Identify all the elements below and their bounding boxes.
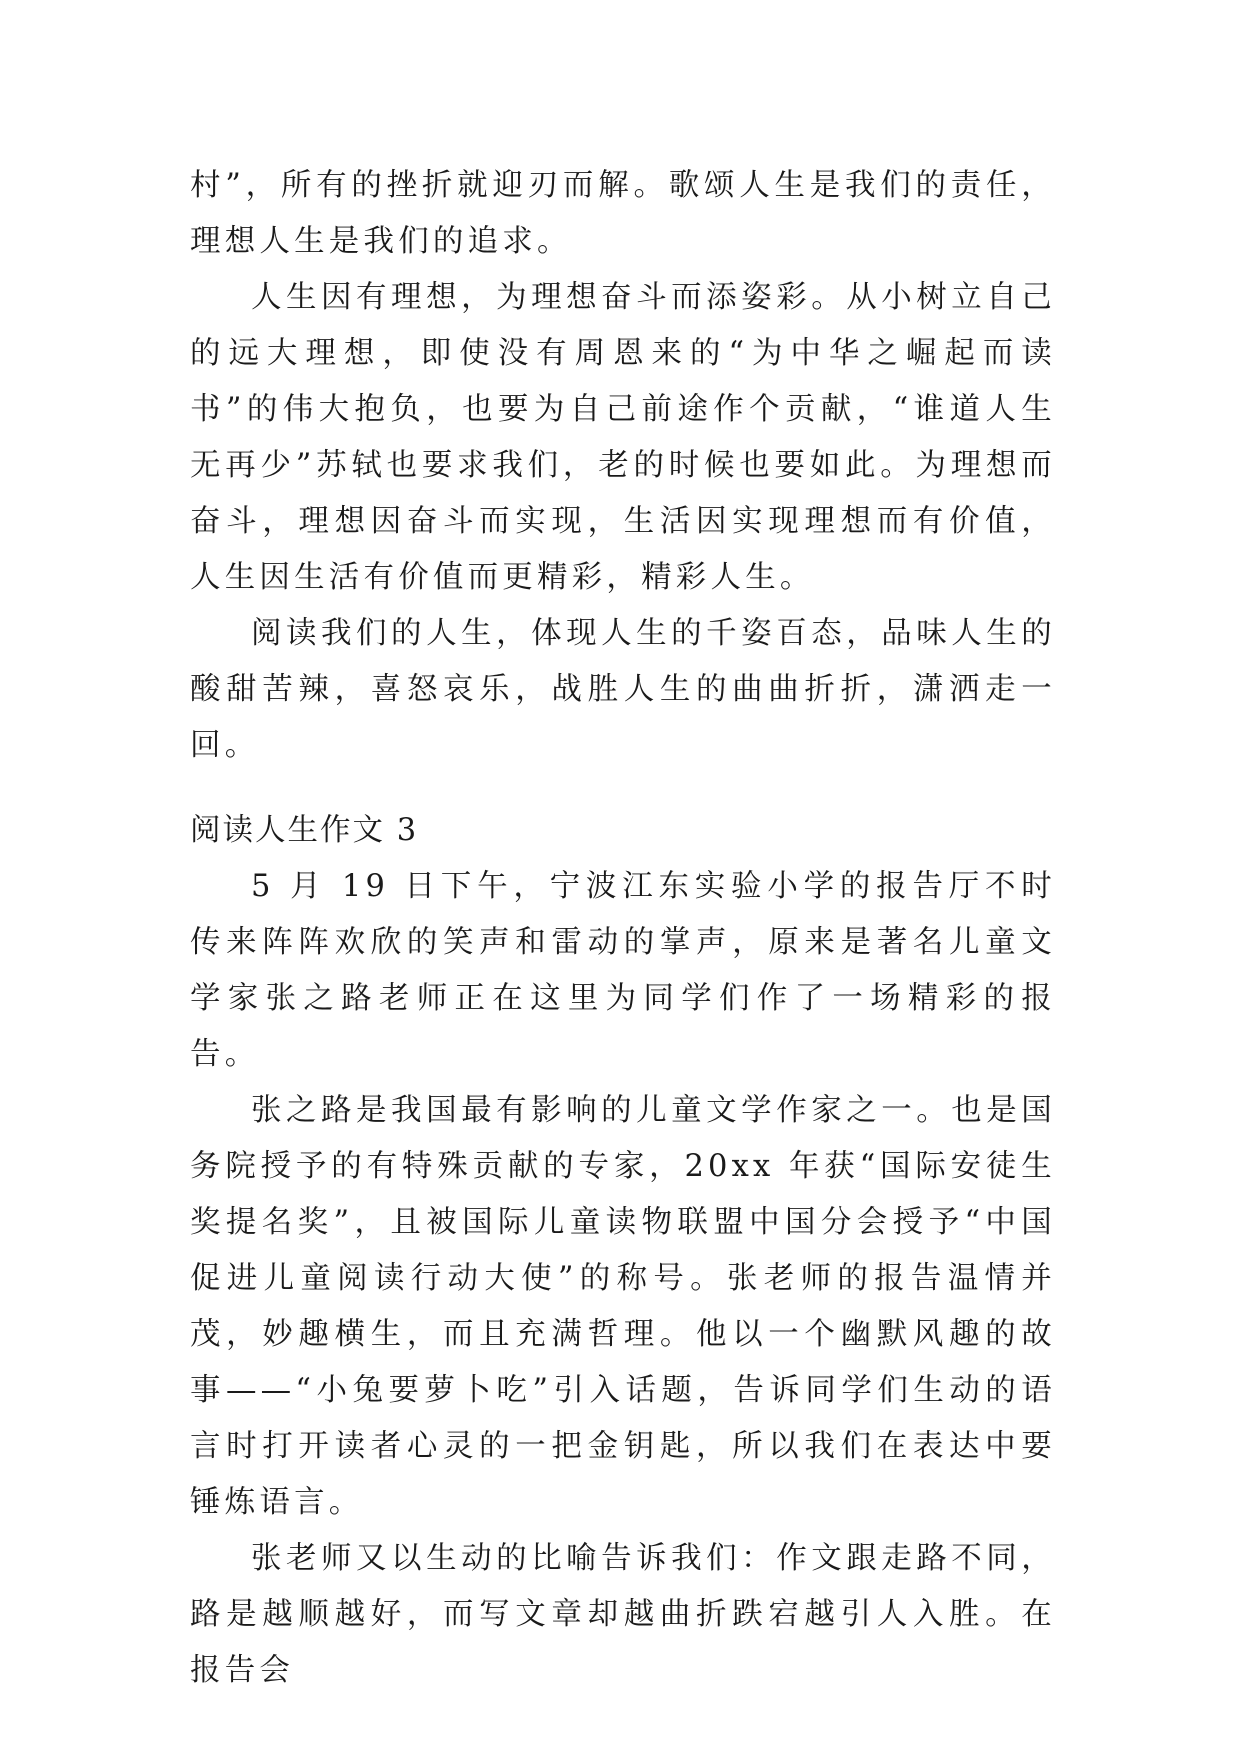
paragraph-writing-advice: 张老师又以生动的比喻告诉我们：作文跟走路不同，路是越顺越好，而写文章却越曲折跌宕越引人入胜。在报告会 [190,1541,1056,1688]
paragraph-ideals: 人生因有理想，为理想奋斗而添姿彩。从小树立自己的远大理想，即使没有周恩来的“为中华之崛起而读书”的伟大抱负，也要为自己前途作个贡献，“谁道人生无再少”苏轼也要求我们，老的时候也要如此。为理想而奋斗，理想因奋斗而实现，生活因实现理想而有价值，人生因生活有价值而更精彩，精彩人生。 [190,280,1056,595]
paragraph-report-intro: 5 月 19 日下午，宁波江东实验小学的报告厅不时传来阵阵欢欣的笑声和雷动的掌声，原来是著名儿童文学家张之路老师正在这里为同学们作了一场精彩的报告。 [190,869,1056,1072]
paragraph-author-bio: 张之路是我国最有影响的儿童文学作家之一。也是国务院授予的有特殊贡献的专家，20xx 年获“国际安徒生奖提名奖”，且被国际儿童读物联盟中国分会授予“中国促进儿童阅读行动大使”的称号。张老师的报告温情并茂，妙趣横生，而且充满哲理。他以一个幽默风趣的故事——“小兔要萝卜吃”引入话题，告诉同学们生动的语言时打开读者心灵的一把金钥匙，所以我们在表达中要锤炼语言。 [190,1093,1056,1520]
paragraph-reading-life: 阅读我们的人生，体现人生的千姿百态，品味人生的酸甜苦辣，喜怒哀乐，战胜人生的曲曲折折，潇洒走一回。 [190,616,1056,763]
document-page [190,158,1056,1699]
section-title: 阅读人生作文 3 [190,813,419,848]
paragraph-continuation: 村”，所有的挫折就迎刃而解。歌颂人生是我们的责任，理想人生是我们的追求。 [190,168,1056,259]
